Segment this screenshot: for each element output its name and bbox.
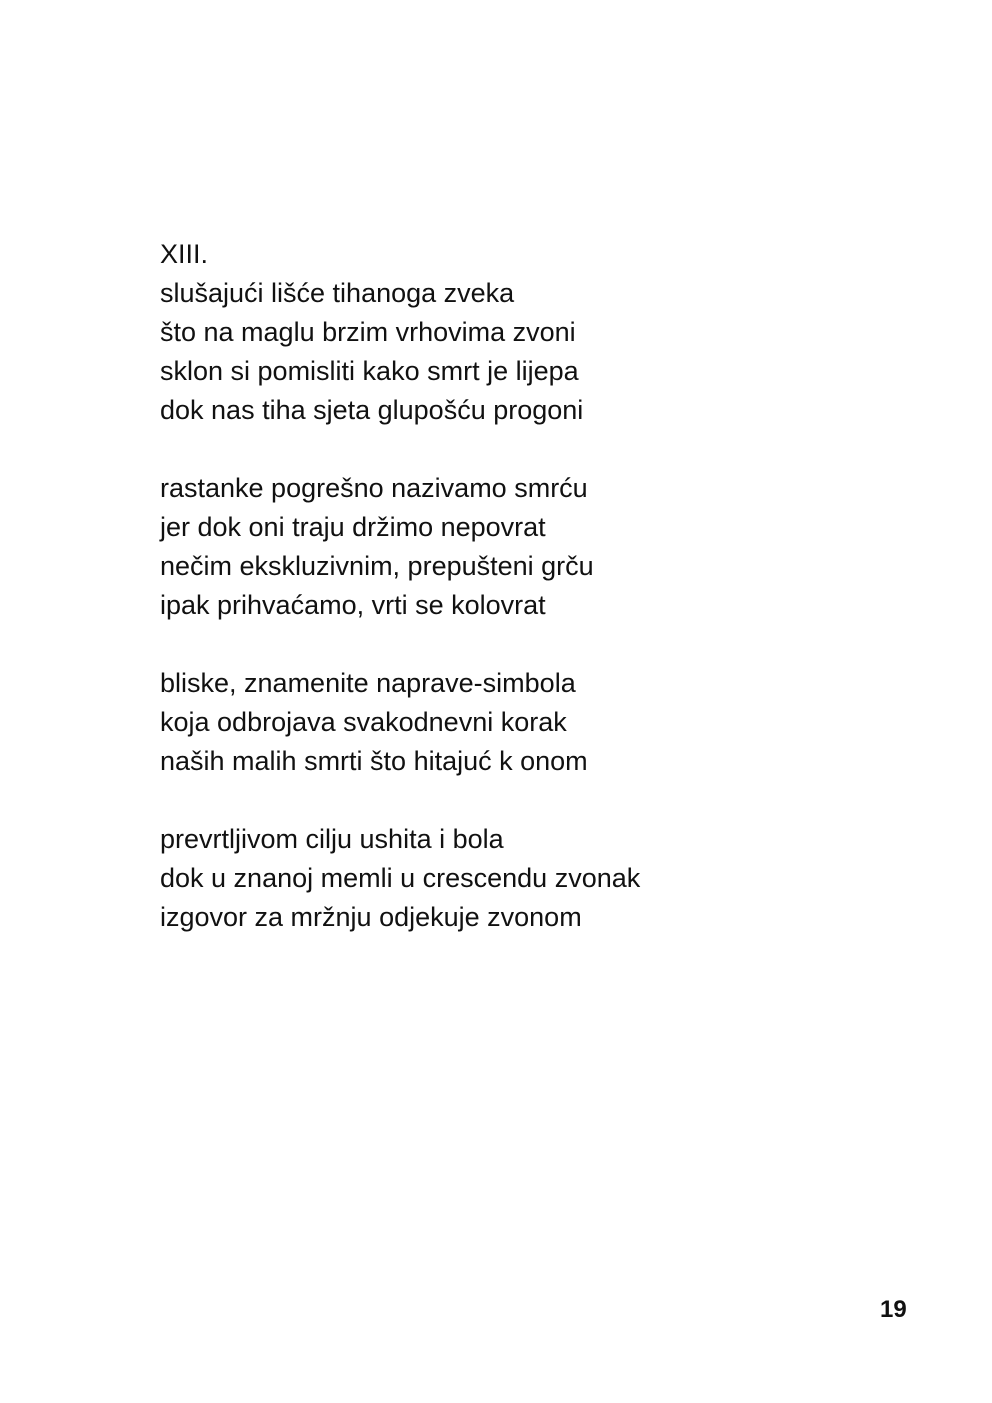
- poem-line: izgovor za mržnju odjekuje zvonom: [160, 902, 582, 932]
- poem-line: ipak prihvaćamo, vrti se kolovrat: [160, 590, 546, 620]
- page-number: 19: [880, 1296, 907, 1323]
- poem-line: koja odbrojava svakodnevni korak: [160, 707, 567, 737]
- stanza-3: [160, 664, 860, 781]
- poem-line: slušajući lišće tihanoga zveka: [160, 278, 515, 308]
- stanza-1: [160, 274, 860, 430]
- poem-line: prevrtljivom cilju ushita i bola: [160, 824, 504, 854]
- poem-line: sklon si pomisliti kako smrt je lijepa: [160, 356, 579, 386]
- poem-line: naših malih smrti što hitajuć k onom: [160, 746, 588, 776]
- poem-line: što na maglu brzim vrhovima zvoni: [160, 317, 576, 347]
- stanza-2: [160, 469, 860, 625]
- poem: [160, 235, 860, 976]
- poem-line: dok u znanoj memli u crescendu zvonak: [160, 863, 641, 893]
- poem-line: rastanke pogrešno nazivamo smrću: [160, 473, 588, 503]
- poem-title: XIII.: [160, 239, 209, 269]
- poem-line: bliske, znamenite naprave-simbola: [160, 668, 576, 698]
- poem-line: jer dok oni traju držimo nepovrat: [160, 512, 546, 542]
- poem-line: dok nas tiha sjeta glupošću progoni: [160, 395, 584, 425]
- stanza-4: [160, 820, 860, 937]
- poem-line: nečim ekskluzivnim, prepušteni grču: [160, 551, 594, 581]
